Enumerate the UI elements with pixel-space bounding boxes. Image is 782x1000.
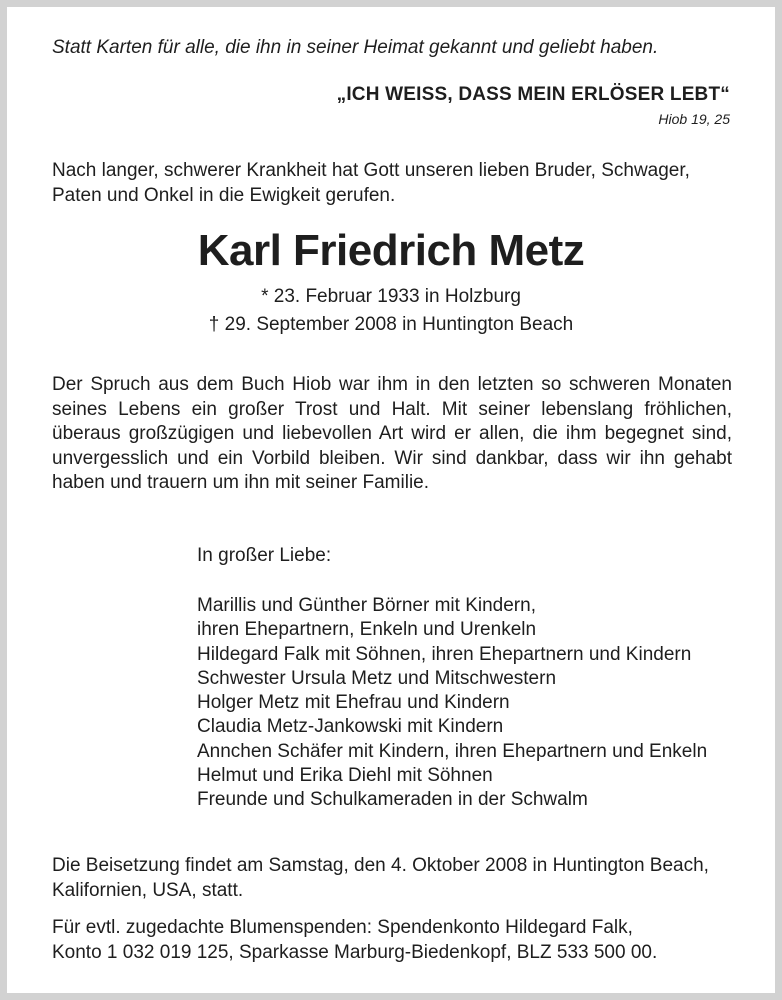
announcement-line: Nach langer, schwerer Krankheit hat Gott unseren lieben Bruder, Schwager,	[52, 160, 690, 181]
birth-date: * 23. Februar 1933 in Holzburg	[261, 286, 521, 307]
deceased-name: Karl Friedrich Metz	[197, 226, 585, 275]
donation-line: Für evtl. zugedachte Blumenspenden: Spendenkonto Hildegard Falk,	[52, 917, 633, 938]
funeral-line: Kalifornien, USA, statt.	[52, 880, 244, 901]
tribute-line: seines Lebens ein großer Trost und Halt. Mit seiner lebenslang fröhlichen,	[52, 398, 732, 420]
mourner-entry: Hildegard Falk mit Söhnen, ihren Ehepartnern und Kindern	[197, 643, 692, 665]
tribute-line: unvergesslich und ein Vorbild bleiben. Wir sind dankbar, dass wir ihn gehabt	[52, 447, 732, 469]
mourner-entry: Freunde und Schulkameraden in der Schwalm	[197, 789, 588, 811]
mourner-entry: Claudia Metz-Jankowski mit Kindern	[197, 716, 504, 738]
mourner-entry: Annchen Schäfer mit Kindern, ihren Ehepartnern und Enkeln	[197, 740, 708, 762]
tribute-line: überaus großzügigen und liebevollen Art wird er allen, die ihm begegnet sind,	[52, 423, 732, 444]
greeting: In großer Liebe:	[197, 545, 332, 566]
death-date: † 29. September 2008 in Huntington Beach	[208, 314, 574, 335]
mourner-entry: Schwester Ursula Metz und Mitschwestern	[197, 667, 557, 689]
mourner-entry: Marillis und Günther Börner mit Kindern,	[197, 595, 536, 616]
announcement-line: Paten und Onkel in die Ewigkeit gerufen.	[52, 185, 396, 206]
donation-line: Konto 1 032 019 125, Sparkasse Marburg-Biedenkopf, BLZ 533 500 00.	[52, 942, 658, 963]
mourner-entry: Helmut und Erika Diehl mit Söhnen	[197, 765, 493, 787]
mourner-entry: Holger Metz mit Ehefrau und Kindern	[197, 692, 510, 714]
intro-line: Statt Karten für alle, die ihn in seiner Heimat gekannt und geliebt haben.	[52, 37, 659, 58]
mourner-entry: ihren Ehepartnern, Enkeln und Urenkeln	[197, 619, 537, 641]
tribute-paragraph	[52, 373, 732, 496]
tribute-line: haben und trauern um ihn mit seiner Familie.	[52, 472, 430, 493]
tribute-line: Der Spruch aus dem Buch Hiob war ihm in den letzten so schweren Monaten	[52, 374, 732, 395]
bible-quote: „ICH WEISS, DASS MEIN ERLÖSER LEBT“	[336, 84, 730, 105]
announcement-paragraph	[52, 158, 732, 208]
mourners-list	[197, 594, 707, 813]
bible-reference: Hiob 19, 25	[658, 111, 730, 127]
donation-info	[52, 915, 657, 965]
funeral-line: Die Beisetzung findet am Samstag, den 4. Oktober 2008 in Huntington Beach,	[52, 855, 709, 876]
funeral-info	[52, 853, 709, 903]
